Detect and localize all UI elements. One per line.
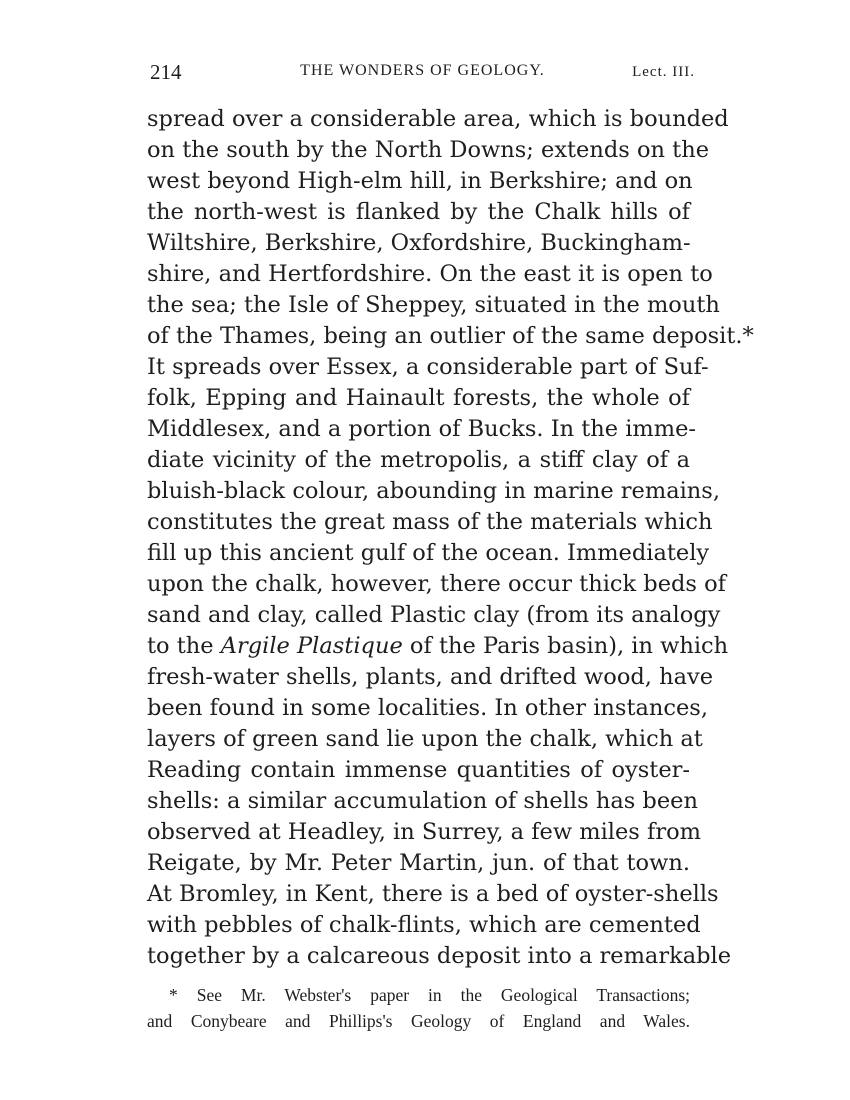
text-line: been found in some localities. In other instances, [147,695,709,721]
body-text [147,104,754,972]
text-line: of the Thames, being an outlier of the same deposit.* [147,323,754,349]
text-line: Wiltshire, Berkshire, Oxfordshire, Buckingham- [147,230,691,256]
text-line: fill up this ancient gulf of the ocean. Immediately [147,540,710,566]
text-line: It spreads over Essex, a considerable part of Suf- [147,354,709,380]
text-line: upon the chalk, however, there occur thick beds of [147,571,726,597]
text-line: constitutes the great mass of the materials which [147,509,713,535]
text-line: sand and clay, called Plastic clay (from its analogy [147,602,721,628]
text-fragment: of the Paris basin), in which [402,633,729,659]
footnote-line: * See Mr. Webster's paper in the Geological Transactions; [169,985,690,1005]
text-line: fresh-water shells, plants, and drifted wood, have [147,664,714,690]
text-line: with pebbles of chalk-flints, which are cemented [147,912,701,938]
lecture-marker: Lect. III. [632,64,695,80]
footnote-line: and Conybeare and Phillips's Geology of England and Wales. [147,1011,690,1031]
text-line: together by a calcareous deposit into a remarkable [147,943,732,969]
italic-term: Argile Plastique [220,633,403,659]
page-header [150,60,695,90]
text-line: At Bromley, in Kent, there is a bed of oyster-shells [147,881,719,907]
text-line: on the south by the North Downs; extends on the [147,137,710,163]
text-line: diate vicinity of the metropolis, a stiff clay of a [147,447,690,473]
page-number: 214 [150,60,182,84]
text-line: the north-west is flanked by the Chalk hills of [147,199,690,225]
text-line: bluish-black colour, abounding in marine remains, [147,478,720,504]
text-line: Middlesex, and a portion of Bucks. In the imme- [147,416,697,442]
text-line: spread over a considerable area, which is bounded [147,106,729,132]
text-line: layers of green sand lie upon the chalk, which at [147,726,703,752]
text-line: the sea; the Isle of Sheppey, situated in the mouth [147,292,720,318]
text-line: west beyond High-elm hill, in Berkshire; and on [147,168,693,194]
text-line: observed at Headley, in Surrey, a few miles from [147,819,701,845]
text-line: shire, and Hertfordshire. On the east it is open to [147,261,713,287]
text-fragment: to the [147,633,221,659]
text-line: Reading contain immense quantities of oyster- [147,757,690,783]
text-line-with-italic [147,631,729,662]
text-line: folk, Epping and Hainault forests, the whole of [147,385,690,411]
footnote [147,982,690,1034]
running-title: THE WONDERS OF GEOLOGY. [300,62,545,79]
text-line: Reigate, by Mr. Peter Martin, jun. of that town. [147,850,690,876]
text-line: shells: a similar accumulation of shells has been [147,788,698,814]
